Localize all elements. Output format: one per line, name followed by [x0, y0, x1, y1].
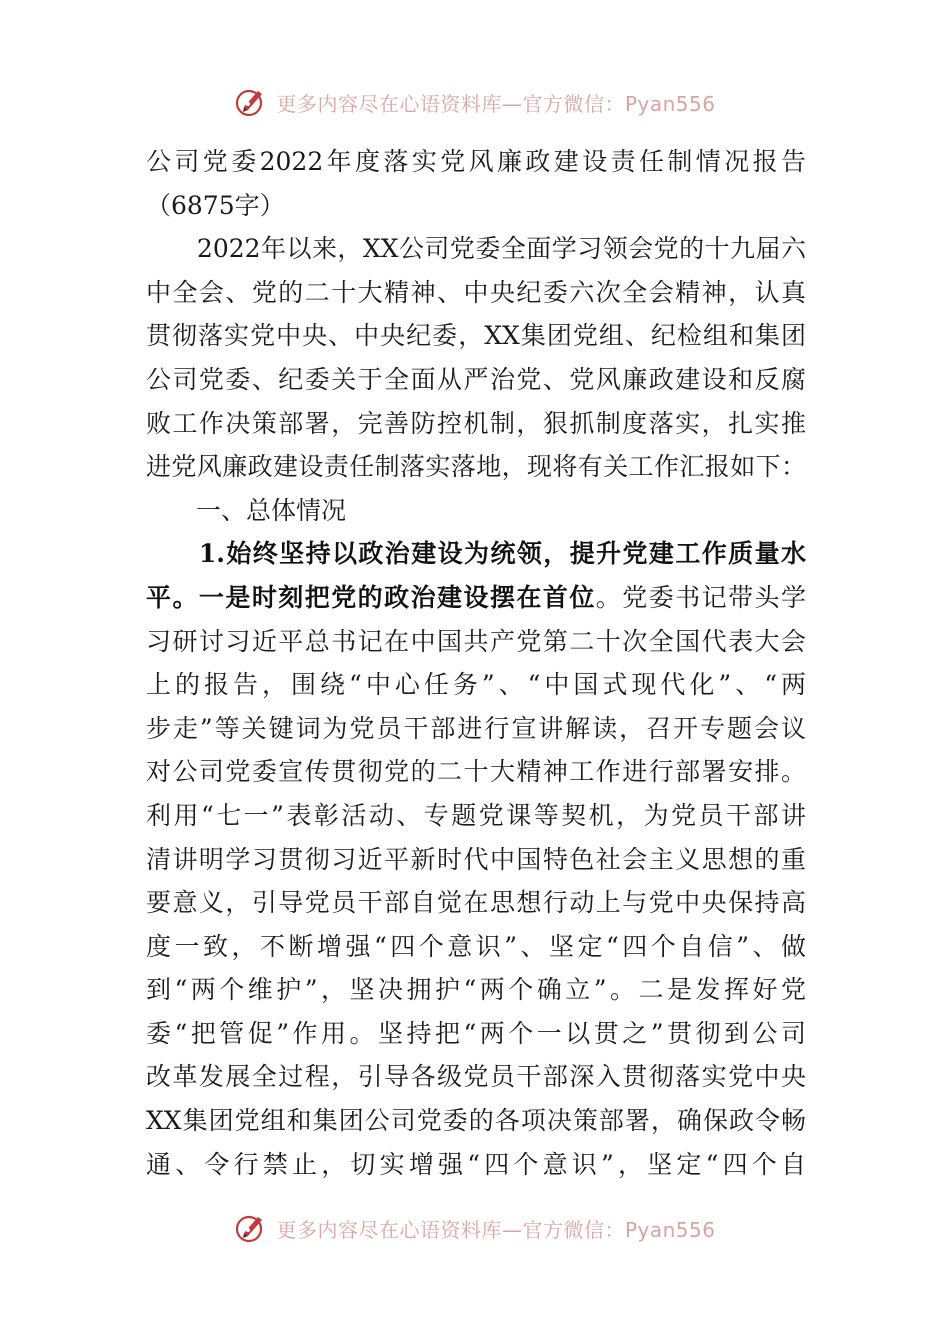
- text-segment: 上的报告，围绕“中心任务”、“中国式现代化”、“两: [146, 670, 806, 700]
- text-line: [146, 794, 806, 838]
- text-line: [146, 358, 806, 402]
- text-line: [146, 1143, 806, 1187]
- text-line: [146, 576, 806, 620]
- text-line: [146, 1099, 806, 1143]
- watermark-text: 更多内容尽在心语资料库—官方微信：Pyan556: [276, 91, 716, 116]
- text-line: [146, 838, 806, 882]
- pen-circle-logo-icon: [234, 1211, 268, 1245]
- text-line: [146, 489, 806, 533]
- text-line: [146, 402, 806, 446]
- text-segment: 到“两个维护”，坚决拥护“两个确立”。二是发挥好党: [146, 975, 806, 1005]
- text-line: [146, 140, 806, 184]
- text-segment: 清讲明学习贯彻习近平新时代中国特色社会主义思想的重: [146, 844, 806, 874]
- text-line: [146, 707, 806, 751]
- text-line: [146, 532, 806, 576]
- text-segment: 习研讨习近平总书记在中国共产党第二十次全国代表大会: [146, 626, 806, 656]
- text-line: [146, 663, 806, 707]
- text-segment: 公司党委2022年度落实党风廉政建设责任制情况报告: [146, 147, 806, 176]
- bold-heading-segment: 平。一是时刻把党的政治建设摆在首位: [146, 582, 596, 612]
- text-segment: 改革发展全过程，引导各级党员干部深入贯彻落实党中央: [146, 1062, 806, 1092]
- watermark-header: [0, 82, 950, 122]
- text-line: [146, 925, 806, 969]
- text-segment: （6875字）: [146, 190, 285, 220]
- text-line: [146, 227, 806, 271]
- text-segment: 贯彻落实党中央、中央纪委，XX集团党组、纪检组和集团: [146, 321, 806, 351]
- text-line: [146, 750, 806, 794]
- text-segment: 。党委书记带头学: [595, 582, 806, 612]
- text-segment: 进党风廉政建设责任制落实落地，现将有关工作汇报如下：: [146, 452, 806, 482]
- text-line: [146, 1012, 806, 1056]
- text-segment: 要意义，引导党员干部自觉在思想行动上与党中央保持高: [146, 888, 806, 918]
- text-segment: 对公司党委宣传贯彻党的二十大精神工作进行部署安排。: [146, 757, 806, 787]
- text-segment: 通、令行禁止，切实增强“四个意识”，坚定“四个自: [146, 1149, 806, 1179]
- watermark-footer: [0, 1208, 950, 1248]
- pen-circle-logo-icon: [234, 85, 268, 119]
- text-segment: 公司党委、纪委关于全面从严治党、党风廉政建设和反腐: [146, 364, 806, 394]
- text-segment: 一、总体情况: [146, 495, 347, 525]
- text-segment: 2022年以来，XX公司党委全面学习领会党的十九届六: [146, 234, 806, 264]
- text-line: [146, 881, 806, 925]
- text-segment: 委“把管促”作用。坚持把“两个一以贯之”贯彻到公司: [146, 1018, 806, 1048]
- text-segment: 败工作决策部署，完善防控机制，狠抓制度落实，扎实推: [146, 408, 806, 438]
- text-segment: 利用“七一”表彰活动、专题党课等契机，为党员干部讲: [146, 800, 806, 830]
- text-line: [146, 314, 806, 358]
- text-line: [146, 968, 806, 1012]
- document-body: [146, 140, 806, 1186]
- text-line: [146, 620, 806, 664]
- text-line: [146, 184, 806, 228]
- text-segment: 中全会、党的二十大精神、中央纪委六次全会精神，认真: [146, 277, 806, 307]
- text-line: [146, 1055, 806, 1099]
- bold-heading-segment: 1.始终坚持以政治建设为统领，提升党建工作质量水: [146, 539, 806, 569]
- text-line: [146, 271, 806, 315]
- text-segment: XX集团党组和集团公司党委的各项决策部署，确保政令畅: [146, 1106, 806, 1136]
- text-segment: 步走”等关键词为党员干部进行宣讲解读，召开专题会议: [146, 713, 806, 743]
- watermark-text: 更多内容尽在心语资料库—官方微信：Pyan556: [276, 1217, 716, 1242]
- text-segment: 度一致，不断增强“四个意识”、坚定“四个自信”、做: [146, 931, 806, 961]
- text-line: [146, 445, 806, 489]
